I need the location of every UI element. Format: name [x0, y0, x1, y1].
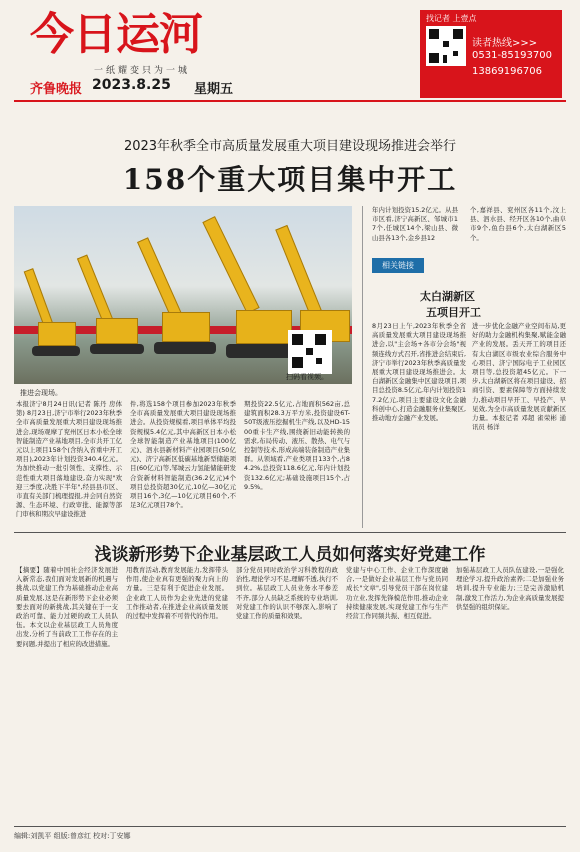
sub-headline-1: 太白湖新区	[420, 290, 475, 303]
article1-column: 期投资22.5亿元,占地面积562亩,总建筑面积28.3万平方米,投资建设6T-50T级液压挖掘机生产线,以及HD-1500重卡生产线,围绕新旧动能转换的需求,布局传动、液压、散热、电气与控制等技术,形成高端装备制造产业集群。从领域看,产业类项目133个,占84.2%,总投资118.6亿元,年内计划投资132.6亿元;基础设施项目15个,占9.5%。	[244, 400, 350, 491]
masthead-subtitle: 一纸耀变只为一城	[94, 66, 191, 76]
hotline-phone-1: 0531-85193700	[472, 50, 552, 61]
sub-headline-2: 五项目开工	[426, 306, 481, 319]
article1-column: 件,将选158个项目参加2023年秋季全市高质量发展重大项目建设现场推进会。从投资规模看,项目单体平均投资规模5.4亿元,其中高新区日本小松全球智能制造产业基地项目(100亿元)、泗水县新材料产业园项目(50亿元)、济宁高新区低碳基地新型储能项目(60亿元)等,邹城云力氢能储能研发合资新材料智能制造(36.2亿元)4个项目总投资超30亿元,10亿—30亿元项目16个,3亿—10亿元项目60个,不足3亿元项目78个。	[130, 400, 236, 510]
article2-column: 加强基层政工人员队伍建设,一是强化理论学习,提升政治素养;二是加强业务培训,提升专业能力;三是完善激励机制,激发工作活力,为企业高质量发展提供坚强的组织保证。	[456, 566, 564, 611]
issue-weekday: 星期五	[194, 82, 234, 97]
article1-headline: 158个重大项目集中开工	[122, 163, 458, 196]
article2-column: 党建与中心工作、企业工作深度融合,一是做好企业基层工作与党员同成长"文章",引导党员干部在岗位建功立业,发挥先锋模范作用,推动企业持续健康发展,实现党建工作与生产经营工作同频共振、相互促进。	[346, 566, 448, 621]
reader-hotline-box	[420, 10, 562, 98]
article1-column: 年内计划投资15.2亿元。从县市区看,济宁高新区、邹城市17个,任城区14个,梁山县、微山县各13个,金乡县12	[372, 206, 458, 242]
video-qr-code-icon[interactable]	[288, 330, 332, 374]
masthead-divider	[14, 100, 566, 102]
photo-caption: 推进会现场。	[20, 389, 62, 397]
article1-column: 本报济宁8月24日讯(记者 陈丹 房体第) 8月23日,济宁市举行2023年秋季全市高质量发展重大项目建设现场推进会,现场观摩了兖州区日本小松全球智能制造产业基地项目,全市共开工亿元以上项目158个(含纳入省重中开工项目),2023年计划投资340.4亿元。为加快推动一批引领性、支撑性、示范性重大项目落地建设,奋力实现"欢迎三季度,决胜下半年",经县县市区、市直有关部门梳理提报,并会同自然资源、生态环境、行政审批、能源等部门审核和期次早建设推进	[16, 400, 122, 519]
article2-column: 【摘要】随着中国社会经济发展进入新常态,我们面对发展新的机遇与挑战,以党建工作为基础推动企业高质量发展,这是在新形势下企业必须要去面对的新挑战,其关键在于一支政治可靠、能力过硬的政工人员队伍。本文以企业基层政工人员角度出发,分析了当前政工工作存在的主要问题,并提出了相应的改进措施。	[16, 566, 118, 648]
section-divider	[14, 532, 566, 533]
masthead-title: 今日运河	[30, 9, 202, 60]
footer-divider	[14, 826, 566, 827]
hotline-qr-code-icon[interactable]	[426, 26, 466, 66]
column-divider	[362, 206, 363, 528]
article1-column: 8月23日上午,2023年秋季全省高质量发展重大项目建设现场推进会,以"主会场+各市分会场"视频连线方式召开,省推进会结束后,济宁市举行2023年秋季高质量发展重大项目建设现场推进会。太白湖新区金融集中区建设项目,项目总投资8.5亿元,年内计划投资17.2亿元,项目主要建设文化金融科创中心,打造金融服务业集聚区,推动地方金融产业发展。	[372, 322, 466, 423]
qr-caption: 扫码看视频。	[286, 373, 328, 381]
article2-column: 部分党员同时政治学习科教程的政治性,理论学习不足,理解不透,执行不到位。基层政工人员业务水平参差不齐,部分人员缺乏系统的专业培训,对党建工作的认识不够深入,影响了党建工作的质量和效果。	[236, 566, 338, 621]
newspaper-brand: 齐鲁晚报	[30, 82, 83, 97]
hotline-top-text: 找记者 上壹点	[426, 14, 477, 23]
hotline-label: 读者热线>>>	[472, 38, 538, 49]
article1-kicker: 2023年秋季全市高质量发展重大项目建设现场推进会举行	[123, 139, 457, 154]
related-link-tag: 相关链接	[372, 258, 424, 273]
article1-column: 进一步优化金融产业空间布局,更好的助力金融机构集聚,赋能金融产业的发展。丢天开工的项目还有太白湖区市级农业综合服务中心项目、济宁国际电子工业园区项目等,总投资超45亿元。下一步,太白湖新区将在项目建设、招商引资、要素保障等方面持续发力,推动项目早开工、早投产、早见效,为全市高质量发展贡献新区力量。本报记者 邓超 雀荣彬 通讯员 杨洋	[472, 322, 566, 432]
page-footer: 编辑:刘凯平 组版:曾彦红 校对:丁安娜	[14, 832, 131, 840]
article2-title: 浅谈新形势下企业基层政工人员如何落实好党建工作	[94, 545, 486, 565]
article1-column: 个,嘉祥县、兖州区各11个,汶上县、泗水县、经开区各10个,曲阜市9个,鱼台县6个,太白湖新区5个。	[470, 206, 566, 242]
issue-date: 2023.8.25	[92, 77, 171, 93]
article2-column: 用教育活动,教育发展能力,发挥带头作用,使企业真有更强的聚力向上的方量。三是有利于促进企业发展。企业政工人员作为企业先进的党建工作推动者,在推进企业高质量发展的过程中发挥着不可替代的作用。	[126, 566, 228, 621]
hotline-phone-2: 13869196706	[472, 66, 542, 77]
